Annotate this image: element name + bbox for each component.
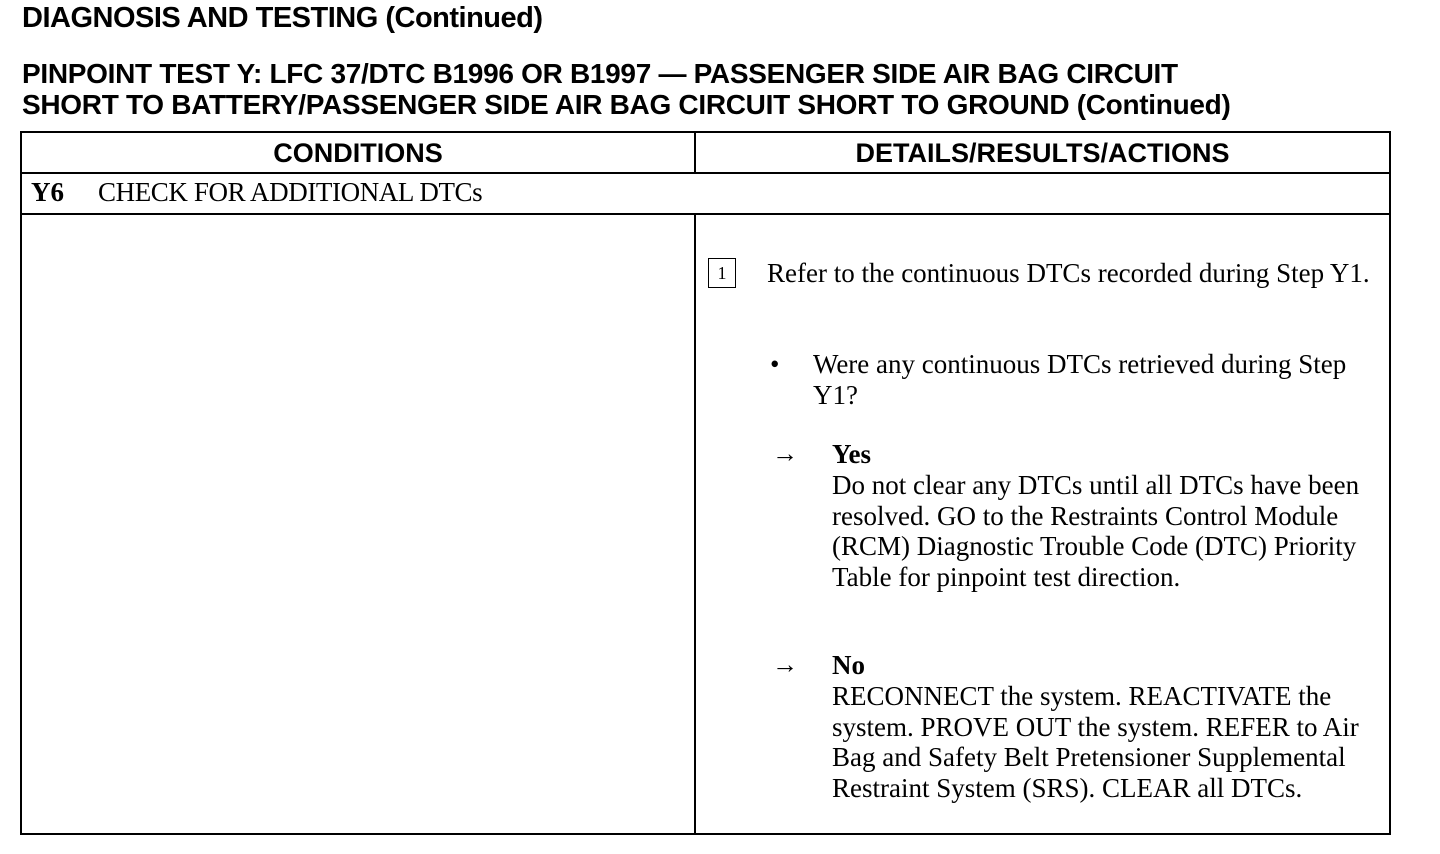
arrow-right-icon: → xyxy=(772,650,798,679)
page-title: DIAGNOSIS AND TESTING (Continued) xyxy=(22,2,543,34)
conditions-column-header: CONDITIONS xyxy=(22,133,696,172)
yes-action-text: Do not clear any DTCs until all DTCs have been resolved. GO to the Restraints Control Module (RCM) Diagnostic Trouble Code (DTC) Priority Table for pinpoint test direction. xyxy=(832,470,1360,592)
question-text: Were any continuous DTCs retrieved during Step Y1? xyxy=(813,349,1347,410)
step-title: CHECK FOR ADDITIONAL DTCs xyxy=(98,177,483,207)
no-action-text: RECONNECT the system. REACTIVATE the system. PROVE OUT the system. REFER to Air Bag and Safety Belt Pretensioner Supplemental Restraint System (SRS). CLEAR all DTCs. xyxy=(832,681,1359,803)
pinpoint-test-title xyxy=(22,58,1230,120)
step-row xyxy=(22,174,1389,215)
arrow-right-icon: → xyxy=(772,439,798,468)
test-title-line-2: SHORT TO BATTERY/PASSENGER SIDE AIR BAG CIRCUIT SHORT TO GROUND (Continued) xyxy=(22,89,1231,120)
instruction-text: Refer to the continuous DTCs recorded during Step Y1. xyxy=(767,258,1370,288)
table-header-row xyxy=(22,133,1389,174)
pinpoint-test-table xyxy=(20,131,1391,835)
yes-label: Yes xyxy=(832,439,871,469)
bullet-icon: • xyxy=(770,349,780,379)
column-divider xyxy=(694,215,696,835)
step-number: Y6 xyxy=(31,177,64,207)
no-label: No xyxy=(832,650,865,680)
test-title-line-1: PINPOINT TEST Y: LFC 37/DTC B1996 OR B1997 — PASSENGER SIDE AIR BAG CIRCUIT xyxy=(22,58,1178,89)
details-column-header: DETAILS/RESULTS/ACTIONS xyxy=(855,138,1230,168)
substep-number-box: 1 xyxy=(708,258,736,288)
